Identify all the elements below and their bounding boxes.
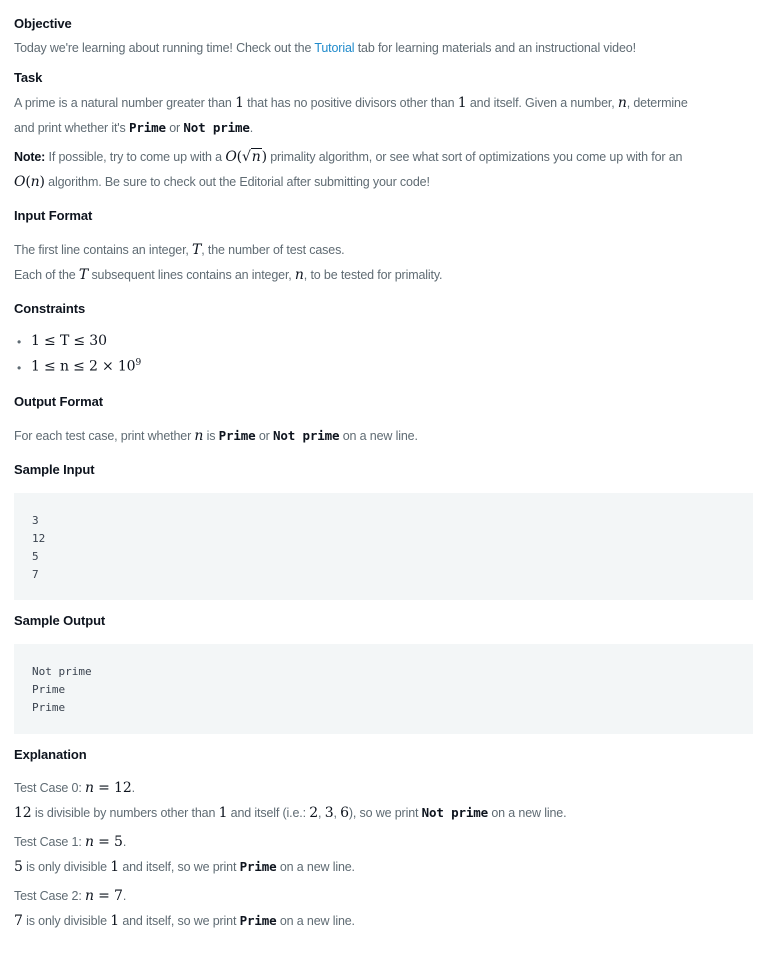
test-case-1-label: Test Case 1: n = 5.: [14, 834, 127, 850]
sample-output-block[interactable]: [14, 644, 753, 734]
code-line: Prime: [32, 683, 66, 696]
task-line-2: and print whether it's Prime or Not prime.: [14, 120, 254, 135]
test-case-0-desc: 12 is divisible by numbers other than 1 and itself (i.e.: 2, 3, 6), so we print Not prime on a new line.: [14, 805, 567, 821]
output-format-text: For each test case, print whether n is Prime or Not prime on a new line.: [14, 428, 418, 444]
code-line: Prime: [32, 701, 66, 714]
task-line-1: A prime is a natural number greater than 1 that has no positive divisors other than 1 and itself. Given a number, n, determine: [14, 95, 688, 111]
sample-input-block[interactable]: [14, 493, 753, 600]
input-format-line-1: The first line contains an integer, T, the number of test cases.: [14, 242, 345, 258]
objective-heading: Objective: [14, 16, 72, 31]
code-line: Not prime: [32, 665, 92, 678]
explanation-heading: Explanation: [14, 747, 87, 762]
input-format-line-2: Each of the T subsequent lines contains an integer, n, to be tested for primality.: [14, 267, 443, 283]
test-case-1-desc: 5 is only divisible 1 and itself, so we print Prime on a new line.: [14, 859, 355, 875]
note-label: Note:: [14, 150, 46, 164]
objective-text: Today we're learning about running time! Check out the Tutorial tab for learning materials and an instructional video!: [14, 41, 636, 55]
test-case-2-desc: 7 is only divisible 1 and itself, so we print Prime on a new line.: [14, 913, 355, 929]
note-line-2: O(n) algorithm. Be sure to check out the Editorial after submitting your code!: [14, 174, 430, 190]
code-line: 7: [32, 568, 39, 581]
test-case-2-label: Test Case 2: n = 7.: [14, 888, 127, 904]
sample-output-heading: Sample Output: [14, 613, 106, 628]
constraints-heading: Constraints: [14, 301, 86, 316]
sample-input-heading: Sample Input: [14, 462, 95, 477]
bullet-icon: •: [17, 335, 22, 349]
code-line: 12: [32, 532, 46, 545]
output-format-heading: Output Format: [14, 394, 103, 409]
note-line-1: Note: If possible, try to come up with a O(√n) primality algorithm, or see what sort of optimizations you come up with for an: [14, 149, 683, 165]
tutorial-link[interactable]: Tutorial: [314, 41, 355, 55]
input-format-heading: Input Format: [14, 208, 93, 223]
bullet-icon: •: [17, 361, 22, 375]
code-line: 3: [32, 514, 39, 527]
test-case-0-label: Test Case 0: n = 12.: [14, 780, 135, 796]
task-heading: Task: [14, 70, 43, 85]
code-line: 5: [32, 550, 39, 563]
